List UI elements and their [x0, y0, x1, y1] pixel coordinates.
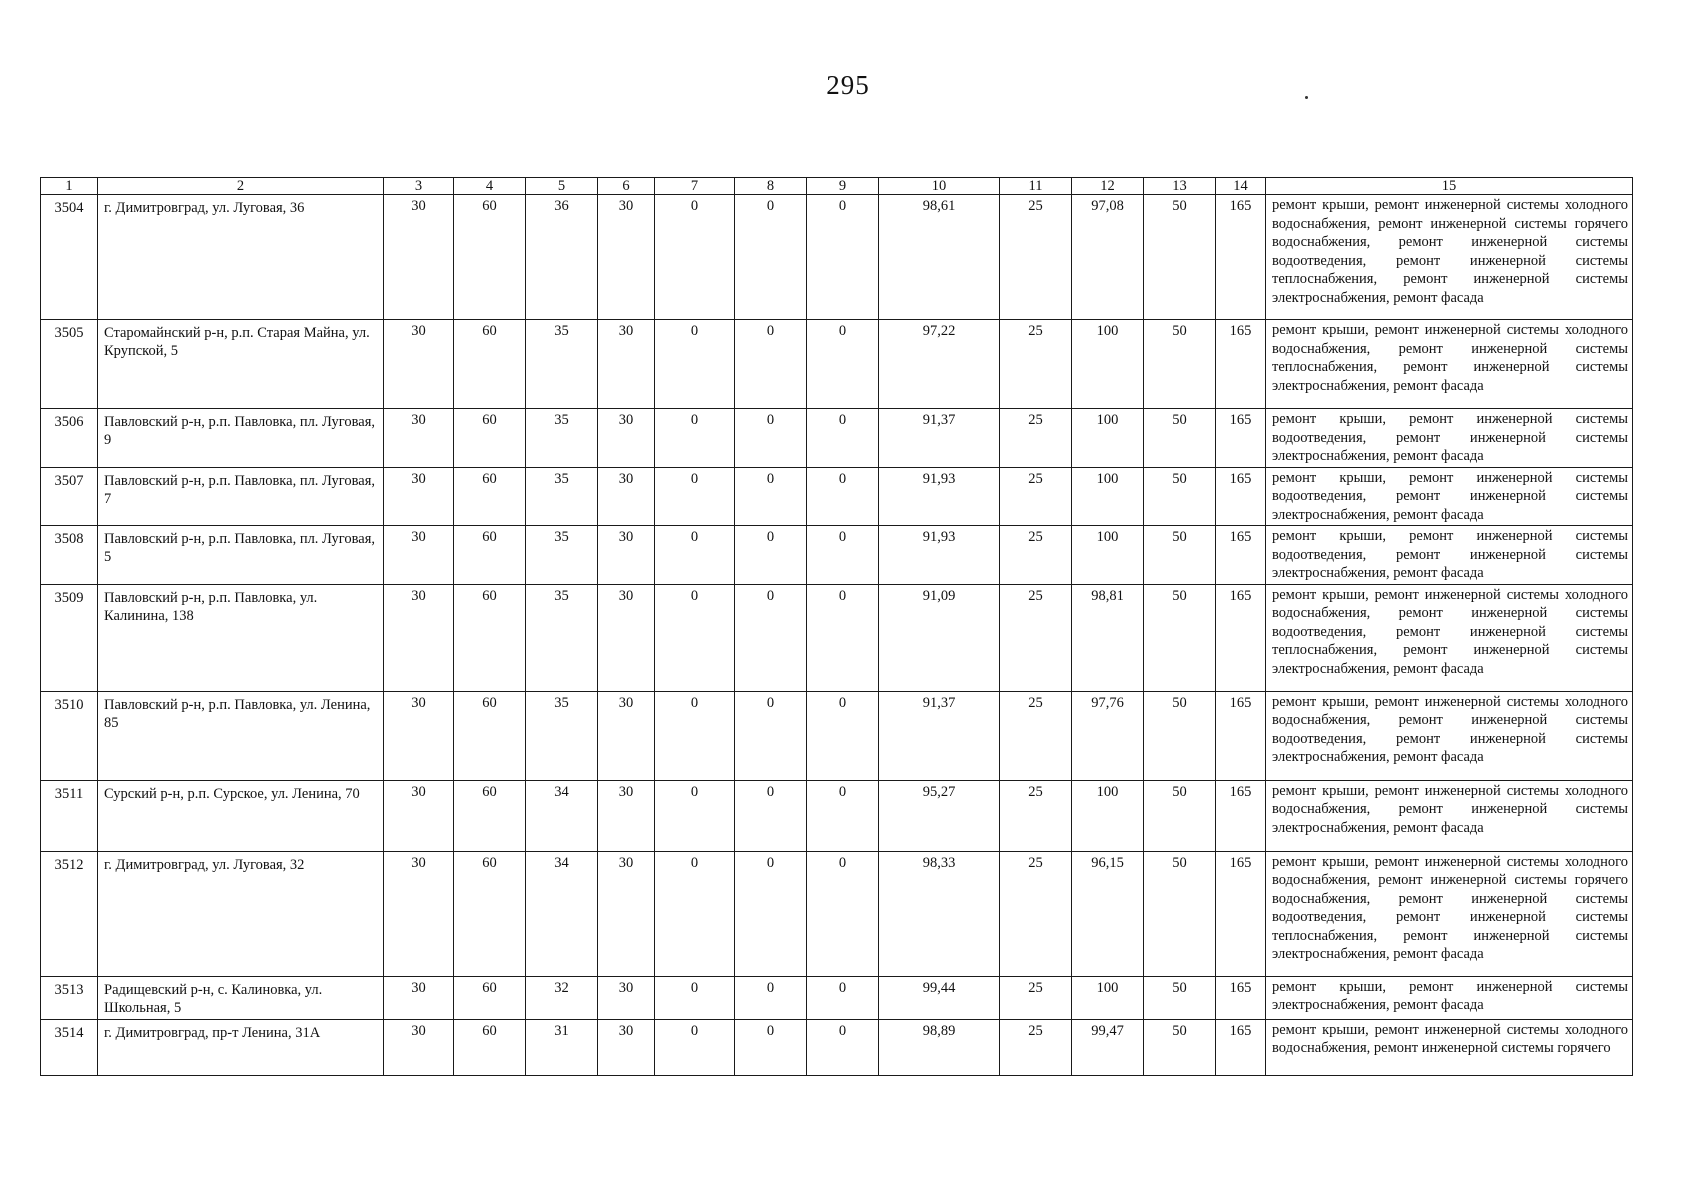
address-cell: Павловский р-н, р.п. Павловка, ул. Ленина, 85 [98, 691, 384, 780]
value-cell: 0 [735, 780, 807, 851]
address-cell: Павловский р-н, р.п. Павловка, ул. Калинина, 138 [98, 584, 384, 691]
value-cell: 35 [526, 320, 598, 409]
value-cell: 91,37 [879, 409, 1000, 468]
value-cell: 0 [655, 851, 735, 976]
value-cell: 60 [454, 584, 526, 691]
value-cell: 60 [454, 691, 526, 780]
value-cell: 0 [807, 851, 879, 976]
value-cell: 100 [1072, 526, 1144, 585]
address-cell: Сурский р-н, р.п. Сурское, ул. Ленина, 70 [98, 780, 384, 851]
value-cell: 97,22 [879, 320, 1000, 409]
value-cell: 25 [1000, 467, 1072, 526]
column-header: 3 [384, 178, 454, 195]
address-cell: Старомайнский р-н, р.п. Старая Майна, ул. Крупской, 5 [98, 320, 384, 409]
value-cell: 0 [735, 195, 807, 320]
value-cell: 34 [526, 851, 598, 976]
value-cell: 0 [735, 467, 807, 526]
value-cell: 25 [1000, 584, 1072, 691]
column-header: 5 [526, 178, 598, 195]
value-cell: 98,61 [879, 195, 1000, 320]
value-cell: 0 [655, 584, 735, 691]
value-cell: 30 [598, 780, 655, 851]
table-row [41, 195, 1633, 320]
value-cell: 0 [807, 409, 879, 468]
value-cell: 25 [1000, 1019, 1072, 1075]
value-cell: 36 [526, 195, 598, 320]
table-row [41, 320, 1633, 409]
value-cell: 165 [1216, 780, 1266, 851]
value-cell: 25 [1000, 691, 1072, 780]
value-cell: 98,89 [879, 1019, 1000, 1075]
value-cell: 30 [598, 320, 655, 409]
value-cell: 25 [1000, 409, 1072, 468]
value-cell: 0 [807, 320, 879, 409]
column-header: 11 [1000, 178, 1072, 195]
value-cell: 25 [1000, 195, 1072, 320]
address-cell: г. Димитровград, ул. Луговая, 32 [98, 851, 384, 976]
value-cell: 91,09 [879, 584, 1000, 691]
value-cell: 25 [1000, 526, 1072, 585]
value-cell: 60 [454, 976, 526, 1019]
value-cell: 100 [1072, 320, 1144, 409]
value-cell: 34 [526, 780, 598, 851]
value-cell: 30 [384, 195, 454, 320]
value-cell: 0 [735, 320, 807, 409]
row-id: 3504 [41, 195, 98, 320]
value-cell: 165 [1216, 320, 1266, 409]
address-cell: г. Димитровград, ул. Луговая, 36 [98, 195, 384, 320]
value-cell: 50 [1144, 409, 1216, 468]
row-id: 3505 [41, 320, 98, 409]
value-cell: 35 [526, 691, 598, 780]
column-number-row [41, 178, 1633, 195]
value-cell: 30 [598, 409, 655, 468]
value-cell: 100 [1072, 467, 1144, 526]
value-cell: 0 [655, 467, 735, 526]
table-row [41, 1019, 1633, 1075]
value-cell: 95,27 [879, 780, 1000, 851]
row-id: 3506 [41, 409, 98, 468]
value-cell: 0 [735, 976, 807, 1019]
value-cell: 60 [454, 467, 526, 526]
value-cell: 25 [1000, 320, 1072, 409]
value-cell: 0 [735, 584, 807, 691]
value-cell: 30 [384, 467, 454, 526]
value-cell: 0 [735, 526, 807, 585]
value-cell: 30 [598, 851, 655, 976]
column-header: 14 [1216, 178, 1266, 195]
value-cell: 0 [655, 976, 735, 1019]
row-id: 3508 [41, 526, 98, 585]
column-header: 1 [41, 178, 98, 195]
address-cell: Павловский р-н, р.п. Павловка, пл. Луговая, 9 [98, 409, 384, 468]
value-cell: 99,44 [879, 976, 1000, 1019]
value-cell: 165 [1216, 467, 1266, 526]
works-cell: ремонт крыши, ремонт инженерной системы водоотведения, ремонт инженерной системы электроснабжения, ремонт фасада [1266, 467, 1633, 526]
value-cell: 60 [454, 1019, 526, 1075]
value-cell: 165 [1216, 526, 1266, 585]
address-cell: Павловский р-н, р.п. Павловка, пл. Луговая, 5 [98, 526, 384, 585]
value-cell: 0 [655, 409, 735, 468]
value-cell: 100 [1072, 409, 1144, 468]
value-cell: 50 [1144, 1019, 1216, 1075]
row-id: 3509 [41, 584, 98, 691]
value-cell: 98,33 [879, 851, 1000, 976]
value-cell: 50 [1144, 780, 1216, 851]
row-id: 3511 [41, 780, 98, 851]
column-header: 9 [807, 178, 879, 195]
works-cell: ремонт крыши, ремонт инженерной системы электроснабжения, ремонт фасада [1266, 976, 1633, 1019]
value-cell: 91,93 [879, 526, 1000, 585]
value-cell: 50 [1144, 467, 1216, 526]
value-cell: 0 [807, 526, 879, 585]
value-cell: 0 [807, 1019, 879, 1075]
address-cell: Павловский р-н, р.п. Павловка, пл. Луговая, 7 [98, 467, 384, 526]
value-cell: 25 [1000, 976, 1072, 1019]
value-cell: 30 [598, 976, 655, 1019]
value-cell: 30 [384, 1019, 454, 1075]
value-cell: 91,93 [879, 467, 1000, 526]
value-cell: 100 [1072, 780, 1144, 851]
value-cell: 165 [1216, 195, 1266, 320]
value-cell: 50 [1144, 691, 1216, 780]
column-header: 6 [598, 178, 655, 195]
value-cell: 30 [598, 1019, 655, 1075]
value-cell: 30 [384, 320, 454, 409]
value-cell: 31 [526, 1019, 598, 1075]
value-cell: 50 [1144, 526, 1216, 585]
works-cell: ремонт крыши, ремонт инженерной системы холодного водоснабжения, ремонт инженерной системы теплоснабжения, ремонт инженерной системы электроснабжения, ремонт фасада [1266, 320, 1633, 409]
value-cell: 32 [526, 976, 598, 1019]
value-cell: 0 [807, 780, 879, 851]
value-cell: 0 [655, 780, 735, 851]
works-cell: ремонт крыши, ремонт инженерной системы водоотведения, ремонт инженерной системы электроснабжения, ремонт фасада [1266, 526, 1633, 585]
value-cell: 0 [807, 976, 879, 1019]
value-cell: 50 [1144, 195, 1216, 320]
value-cell: 100 [1072, 976, 1144, 1019]
value-cell: 30 [598, 467, 655, 526]
value-cell: 165 [1216, 851, 1266, 976]
value-cell: 60 [454, 195, 526, 320]
value-cell: 60 [454, 409, 526, 468]
value-cell: 35 [526, 409, 598, 468]
column-header: 10 [879, 178, 1000, 195]
column-header: 4 [454, 178, 526, 195]
column-header: 13 [1144, 178, 1216, 195]
column-header: 12 [1072, 178, 1144, 195]
works-cell: ремонт крыши, ремонт инженерной системы водоотведения, ремонт инженерной системы электроснабжения, ремонт фасада [1266, 409, 1633, 468]
value-cell: 0 [655, 195, 735, 320]
value-cell: 35 [526, 467, 598, 526]
repair-program-table [40, 177, 1633, 1076]
value-cell: 97,08 [1072, 195, 1144, 320]
value-cell: 30 [384, 526, 454, 585]
value-cell: 97,76 [1072, 691, 1144, 780]
value-cell: 165 [1216, 1019, 1266, 1075]
value-cell: 0 [655, 526, 735, 585]
address-cell: Радищевский р-н, с. Калиновка, ул. Школьная, 5 [98, 976, 384, 1019]
value-cell: 0 [807, 467, 879, 526]
value-cell: 0 [807, 584, 879, 691]
value-cell: 35 [526, 526, 598, 585]
row-id: 3512 [41, 851, 98, 976]
table-row [41, 851, 1633, 976]
column-header: 8 [735, 178, 807, 195]
value-cell: 0 [807, 691, 879, 780]
row-id: 3510 [41, 691, 98, 780]
value-cell: 50 [1144, 320, 1216, 409]
value-cell: 96,15 [1072, 851, 1144, 976]
value-cell: 165 [1216, 691, 1266, 780]
value-cell: 60 [454, 320, 526, 409]
value-cell: 50 [1144, 851, 1216, 976]
value-cell: 0 [735, 409, 807, 468]
value-cell: 0 [655, 691, 735, 780]
scan-speck [1305, 96, 1308, 99]
works-cell: ремонт крыши, ремонт инженерной системы холодного водоснабжения, ремонт инженерной системы водоотведения, ремонт инженерной системы теплоснабжения, ремонт инженерной системы электроснабжения, ремонт фасада [1266, 584, 1633, 691]
table-row [41, 409, 1633, 468]
value-cell: 165 [1216, 976, 1266, 1019]
value-cell: 30 [598, 691, 655, 780]
value-cell: 60 [454, 526, 526, 585]
value-cell: 30 [384, 409, 454, 468]
value-cell: 99,47 [1072, 1019, 1144, 1075]
value-cell: 35 [526, 584, 598, 691]
table-body [41, 195, 1633, 1076]
value-cell: 0 [735, 851, 807, 976]
value-cell: 30 [384, 584, 454, 691]
value-cell: 25 [1000, 780, 1072, 851]
address-cell: г. Димитровград, пр-т Ленина, 31А [98, 1019, 384, 1075]
value-cell: 30 [384, 851, 454, 976]
value-cell: 60 [454, 851, 526, 976]
table-row [41, 526, 1633, 585]
row-id: 3514 [41, 1019, 98, 1075]
works-cell: ремонт крыши, ремонт инженерной системы холодного водоснабжения, ремонт инженерной системы водоотведения, ремонт инженерной системы электроснабжения, ремонт фасада [1266, 691, 1633, 780]
value-cell: 0 [655, 1019, 735, 1075]
value-cell: 165 [1216, 584, 1266, 691]
value-cell: 98,81 [1072, 584, 1144, 691]
page-number: 295 [826, 70, 870, 100]
table-row [41, 584, 1633, 691]
value-cell: 0 [807, 195, 879, 320]
value-cell: 30 [598, 195, 655, 320]
value-cell: 50 [1144, 584, 1216, 691]
value-cell: 30 [598, 584, 655, 691]
column-header: 7 [655, 178, 735, 195]
value-cell: 0 [735, 1019, 807, 1075]
value-cell: 30 [384, 780, 454, 851]
works-cell: ремонт крыши, ремонт инженерной системы холодного водоснабжения, ремонт инженерной системы горячего [1266, 1019, 1633, 1075]
row-id: 3513 [41, 976, 98, 1019]
works-cell: ремонт крыши, ремонт инженерной системы холодного водоснабжения, ремонт инженерной системы электроснабжения, ремонт фасада [1266, 780, 1633, 851]
value-cell: 50 [1144, 976, 1216, 1019]
value-cell: 0 [655, 320, 735, 409]
value-cell: 0 [735, 691, 807, 780]
value-cell: 30 [598, 526, 655, 585]
column-header: 15 [1266, 178, 1633, 195]
works-cell: ремонт крыши, ремонт инженерной системы холодного водоснабжения, ремонт инженерной системы горячего водоснабжения, ремонт инженерной системы водоотведения, ремонт инженерной системы теплоснабжения, ремонт инженерной системы электроснабжения, ремонт фасада [1266, 195, 1633, 320]
column-header: 2 [98, 178, 384, 195]
table-row [41, 691, 1633, 780]
table-row [41, 976, 1633, 1019]
value-cell: 165 [1216, 409, 1266, 468]
table-row [41, 780, 1633, 851]
value-cell: 91,37 [879, 691, 1000, 780]
value-cell: 30 [384, 976, 454, 1019]
table-row [41, 467, 1633, 526]
value-cell: 30 [384, 691, 454, 780]
value-cell: 25 [1000, 851, 1072, 976]
works-cell: ремонт крыши, ремонт инженерной системы холодного водоснабжения, ремонт инженерной системы горячего водоснабжения, ремонт инженерной системы водоотведения, ремонт инженерной системы теплоснабжения, ремонт инженерной системы электроснабжения, ремонт фасада [1266, 851, 1633, 976]
value-cell: 60 [454, 780, 526, 851]
row-id: 3507 [41, 467, 98, 526]
